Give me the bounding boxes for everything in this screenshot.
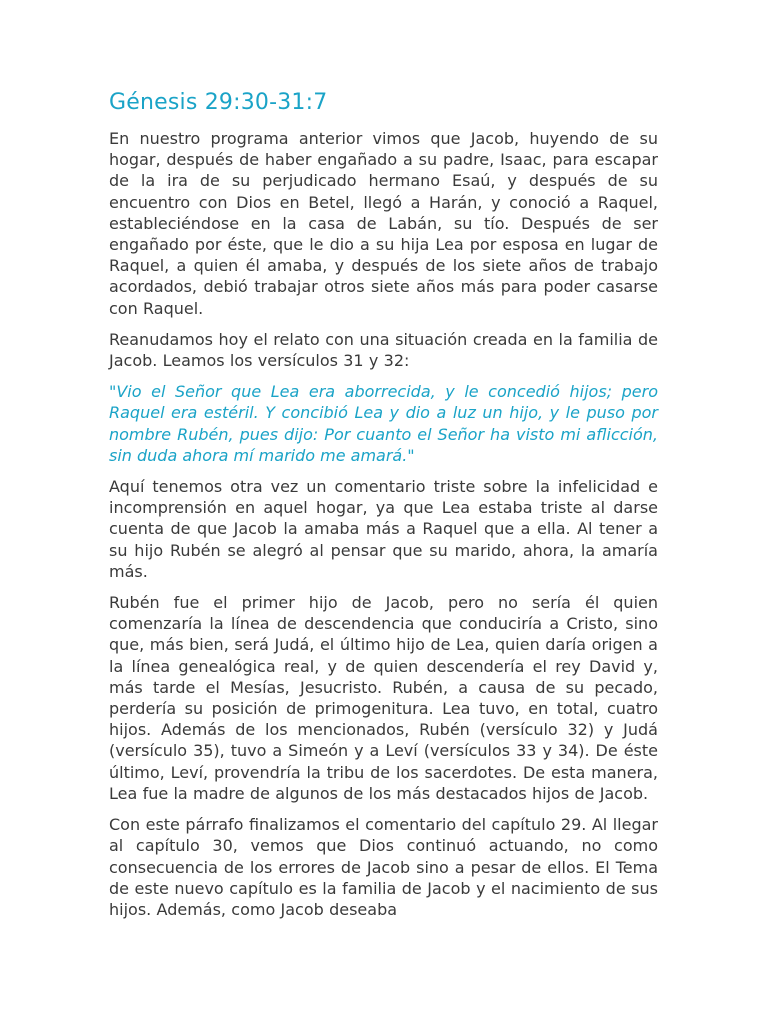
document-page xyxy=(109,88,658,930)
paragraph-resume: Reanudamos hoy el relato con una situación creada en la familia de Jacob. Leamos los versículos 31 y 32: xyxy=(109,329,658,371)
paragraph-intro: En nuestro programa anterior vimos que Jacob, huyendo de su hogar, después de haber engañado a su padre, Isaac, para escapar de la ira de su perjudicado hermano Esaú, y después de su encuentro con Dios en Betel, llegó a Harán, y conoció a Raquel, estableciéndose en la casa de Labán, su tío. Después de ser engañado por éste, que le dio a su hija Lea por esposa en lugar de Raquel, a quien él amaba, y después de los siete años de trabajo acordados, debió trabajar otros siete años más para poder casarse con Raquel. xyxy=(109,129,658,318)
page-title: Génesis 29:30-31:7 xyxy=(109,90,328,115)
paragraph-ruben: Rubén fue el primer hijo de Jacob, pero no sería él quien comenzaría la línea de descendencia que conduciría a Cristo, sino que, más bien, será Judá, el último hijo de Lea, quien daría origen a la línea genealógica real, y de quien descendería el rey David y, más tarde el Mesías, Jesucristo. Rubén, a causa de su pecado, perdería su posición de primogenitura. Lea tuvo, en total, cuatro hijos. Además de los mencionados, Rubén (versículo 32) y Judá (versículo 35), tuvo a Simeón y a Leví (versículos 33 y 34). De éste último, Leví, provendría la tribu de los sacerdotes. De esta manera, Lea fue la madre de algunos de los más destacados hijos de Jacob. xyxy=(109,593,658,803)
scripture-quote: "Vio el Señor que Lea era aborrecida, y le concedió hijos; pero Raquel era estéril. Y concibió Lea y dio a luz un hijo, y le puso por nombre Rubén, pues dijo: Por cuanto el Señor ha visto mi aflicción, sin duda ahora mí marido me amará." xyxy=(109,382,658,465)
paragraph-chapter-30: Con este párrafo finalizamos el comentario del capítulo 29. Al llegar al capítulo 30, vemos que Dios continuó actuando, no como consecuencia de los errores de Jacob sino a pesar de ellos. El Tema de este nuevo capítulo es la familia de Jacob y el nacimiento de sus hijos. Además, como Jacob deseaba xyxy=(109,815,658,919)
paragraph-commentary: Aquí tenemos otra vez un comentario triste sobre la infelicidad e incomprensión en aquel hogar, ya que Lea estaba triste al darse cuenta de que Jacob la amaba más a Raquel que a ella. Al tener a su hijo Rubén se alegró al pensar que su marido, ahora, la amaría más. xyxy=(109,477,658,581)
